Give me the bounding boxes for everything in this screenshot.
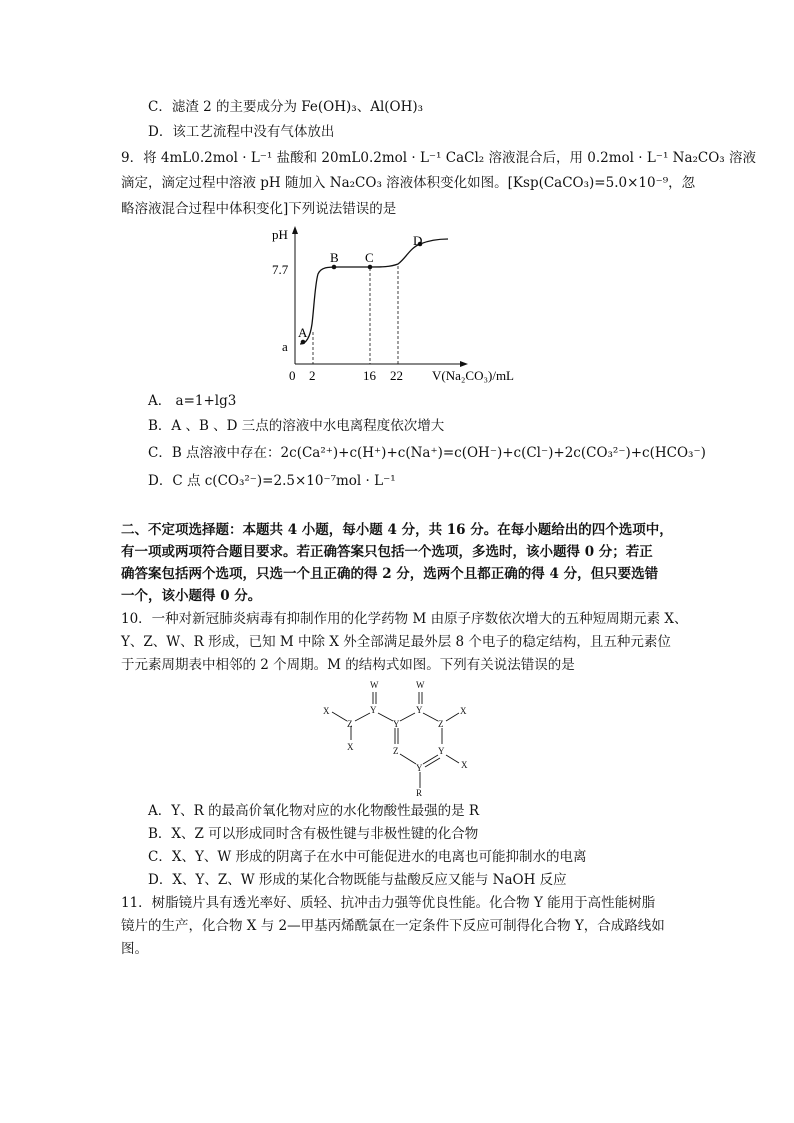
atom-x2: X	[347, 742, 354, 752]
q9-stem-line1: 9．将 4mL0.2mol · L⁻¹ 盐酸和 20mL0.2mol · L⁻¹ CaCl₂ 溶液混合后，用 0.2mol · L⁻¹ Na₂CO₃ 溶液	[121, 150, 757, 166]
q10-stem-line3: 于元素周期表中相邻的 2 个周期。M 的结构式如图。下列有关说法错误的是	[121, 657, 575, 673]
structure-m	[315, 676, 490, 804]
ph-curve	[300, 239, 448, 344]
y-tick-7.7: 7.7	[272, 262, 289, 277]
point-label-d: D	[413, 233, 423, 248]
q10-stem-line2: Y、Z、W、R 形成，已知 M 中除 X 外全部满足最外层 8 个电子的稳定结构，且五种元素位	[121, 634, 671, 650]
x-tick-16: 16	[363, 368, 376, 383]
q8-option-c: C．滤渣 2 的主要成分为 Fe(OH)₃、Al(OH)₃	[148, 99, 424, 115]
atom-y2: Y	[393, 719, 400, 729]
q9-option-c: C．B 点溶液中存在：2c(Ca²⁺)+c(H⁺)+c(Na⁺)=c(OH⁻)+c(Cl⁻)+2c(CO₃²⁻)+c(HCO₃⁻)	[148, 445, 706, 461]
ph-titration-chart	[260, 222, 540, 387]
point-b	[332, 265, 337, 270]
q9-stem-line3: 略溶液混合过程中体积变化]下列说法错误的是	[121, 201, 397, 217]
atom-x1: X	[323, 706, 330, 716]
point-label-c: C	[365, 250, 374, 265]
atom-y5: Y	[416, 763, 423, 773]
atom-z3: Z	[393, 746, 399, 756]
q10-option-a: A．Y、R 的最高价氧化物对应的水化物酸性最强的是 R	[148, 803, 480, 819]
point-c	[368, 265, 373, 270]
q8-option-d: D．该工艺流程中没有气体放出	[148, 124, 335, 140]
q10-option-d: D．X、Y、Z、W 形成的某化合物既能与盐酸反应又能与 NaOH 反应	[148, 872, 567, 888]
y-axis-arrow	[292, 226, 298, 234]
section2-line3: 确答案包括两个选项，只选一个且正确的得 2 分，选两个且都正确的得 4 分，但只要选错	[121, 566, 659, 582]
atom-y4: Y	[438, 746, 445, 756]
x-axis-arrow	[460, 361, 468, 367]
q9-option-b: B．A 、B 、D 三点的溶液中水电离程度依次增大	[148, 418, 445, 434]
section2-line2: 有一项或两项符合题目要求。若正确答案只包括一个选项，多选时，该小题得 0 分；若正	[121, 544, 653, 560]
q11-line1: 11．树脂镜片具有透光率好、质轻、抗冲击力强等优良性能。化合物 Y 能用于高性能树脂	[121, 895, 656, 911]
atom-y3: Y	[416, 705, 423, 715]
x-axis-label: V(Na₂CO₃)/mL	[432, 368, 514, 383]
atom-x4: X	[461, 760, 468, 770]
x-tick-22: 22	[390, 368, 403, 383]
q9-stem-line2: 滴定，滴定过程中溶液 pH 随加入 Na₂CO₃ 溶液体积变化如图。[Ksp(CaCO₃)=5.0×10⁻⁹，忽	[121, 175, 696, 191]
atom-w1: W	[370, 680, 379, 690]
point-a	[301, 340, 306, 345]
x-tick-0: 0	[289, 368, 296, 383]
atom-w2: W	[416, 680, 425, 690]
atom-r: R	[416, 788, 423, 798]
point-label-b: B	[330, 250, 339, 265]
atom-z2: Z	[438, 719, 444, 729]
atom-y1: Y	[370, 705, 377, 715]
q10-option-c: C．X、Y、W 形成的阴离子在水中可能促进水的电离也可能抑制水的电离	[148, 849, 587, 865]
q10-option-b: B．X、Z 可以形成同时含有极性键与非极性键的化合物	[148, 826, 479, 842]
q10-stem-line1: 10．一种对新冠肺炎病毒有抑制作用的化学药物 M 由原子序数依次增大的五种短周期元素 X、	[121, 611, 688, 627]
q9-option-a: A． a=1+lg3	[148, 393, 237, 409]
section2-line1: 二、不定项选择题：本题共 4 小题，每小题 4 分，共 16 分。在每小题给出的四个选项中，	[121, 522, 673, 538]
section2-line4: 一个，该小题得 0 分。	[121, 588, 262, 604]
y-axis-label: pH	[272, 227, 288, 242]
q11-line2: 镜片的生产，化合物 X 与 2—甲基丙烯酰氯在一定条件下反应可制得化合物 Y，合成路线如	[121, 918, 665, 934]
point-label-a: A	[298, 325, 308, 340]
q9-option-d: D．C 点 c(CO₃²⁻)=2.5×10⁻⁷mol · L⁻¹	[148, 473, 396, 489]
x-tick-2: 2	[309, 368, 316, 383]
atom-x3: X	[460, 706, 467, 716]
q11-line3: 图。	[121, 941, 148, 957]
atom-z1: Z	[347, 719, 353, 729]
y-tick-a: a	[282, 339, 288, 354]
